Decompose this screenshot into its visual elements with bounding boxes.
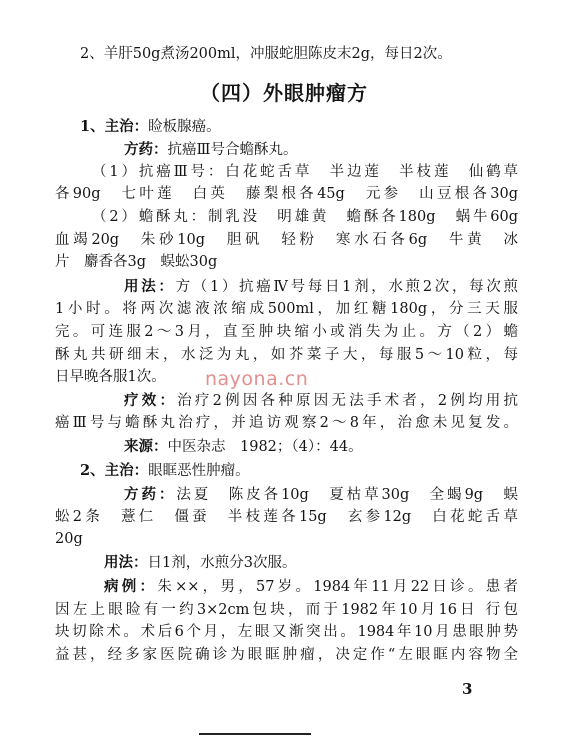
case1-efficacy-line2: 癌Ⅲ号与蟾酥丸治疗，并追访观察2～8年，治愈未见复发。 xyxy=(55,415,518,431)
case2-usage-label: 用法： xyxy=(104,554,148,571)
case1-usage-line5: 日早晚各服1次。 xyxy=(55,369,166,385)
case1-indication xyxy=(80,117,221,137)
case1-usage-line4: 酥丸共研细末，水泛为丸，如芥菜子大，每服5～10粒，每 xyxy=(55,347,518,363)
case2-case-line1: 病例：朱××，男，57岁。1984年11月22日诊。患者 xyxy=(104,578,519,595)
page-number: 3 xyxy=(462,680,473,698)
case1-usage-line3: 完。可连服2～3月，直至肿块缩小或消失为止。方（2）蟾 xyxy=(55,324,518,340)
case1-p2-line3: 片 麝香各3g 蜈蚣30g xyxy=(55,254,218,270)
section-title: （四）外眼肿瘤方 xyxy=(200,81,368,105)
case2-formula-line3: 20g xyxy=(55,531,83,547)
case1-p1-line2: 各90g 七叶莲 白英 藤梨根各45g 元参 山豆根各30g xyxy=(55,186,518,202)
case1-usage-label: 用法： xyxy=(124,278,176,295)
case2-formula-line1: 方药：法夏 陈皮各10g 夏枯草30g 全蝎9g 蜈 xyxy=(124,486,518,503)
case2-case-line2: 因左上眼睑有一约3×2cm包块，而于1982年10月16日 行包 xyxy=(55,602,518,618)
case2-formula-label: 方药： xyxy=(124,486,177,503)
case1-p2-line1: （2）蟾酥丸：制乳没 明雄黄 蟾酥各180g 蜗牛60g xyxy=(92,209,518,225)
case1-indication-text: 睑板腺癌。 xyxy=(148,119,221,135)
case1-formula-text: 抗癌Ⅲ号合蟾酥丸。 xyxy=(167,142,298,158)
case2-case-line4: 益甚，经多家医院确诊为眼眶肿瘤，决定作“左眼眶内容物全 xyxy=(55,647,518,663)
case1-formula-label: 方药： xyxy=(124,141,168,158)
case2-case-line3: 块切除术。术后6个月，左眼又渐突出。1984年10月患眼肿势 xyxy=(55,624,518,640)
case1-p1-line1: （1）抗癌Ⅲ号：白花蛇舌草 半边莲 半枝莲 仙鹤草 xyxy=(92,164,518,180)
case2-indication-label: 2、主治： xyxy=(80,462,149,479)
case1-formula xyxy=(124,140,297,160)
case1-usage-line2: 1小时。将两次滤液浓缩成500ml，加红糖180g，分三天服 xyxy=(55,301,518,317)
watermark: nayona.cn xyxy=(205,368,309,390)
case1-indication-label: 1、主治： xyxy=(80,118,149,135)
case1-efficacy-line1: 疗效：治疗2例因各种原因无法手术者，2例均用抗 xyxy=(124,392,519,409)
case1-source: 来源：中医杂志 1982；（4）：44。 xyxy=(124,438,363,455)
case1-efficacy-label: 疗效： xyxy=(124,392,178,409)
top-line: 2、羊肝50g煮汤200ml，冲服蛇胆陈皮末2g，每日2次。 xyxy=(80,46,452,62)
case1-source-label: 来源： xyxy=(124,438,168,455)
case1-p2-line2: 血竭20g 朱砂10g 胆矾 轻粉 寒水石各6g 牛黄 冰 xyxy=(55,232,518,248)
case2-case-label: 病例： xyxy=(104,578,158,595)
bottom-rule xyxy=(199,733,311,735)
case2-indication: 2、主治：眼眶恶性肿瘤。 xyxy=(80,462,250,479)
case2-usage: 用法：日1剂，水煎分3次服。 xyxy=(104,554,297,571)
case1-usage-line1: 用法：方（1）抗癌Ⅳ号每日1剂，水煎2次，每次煎 xyxy=(124,278,519,295)
case2-formula-line2: 蚣2条 薏仁 僵蚕 半枝莲各15g 玄参12g 白花蛇舌草 xyxy=(55,509,518,525)
